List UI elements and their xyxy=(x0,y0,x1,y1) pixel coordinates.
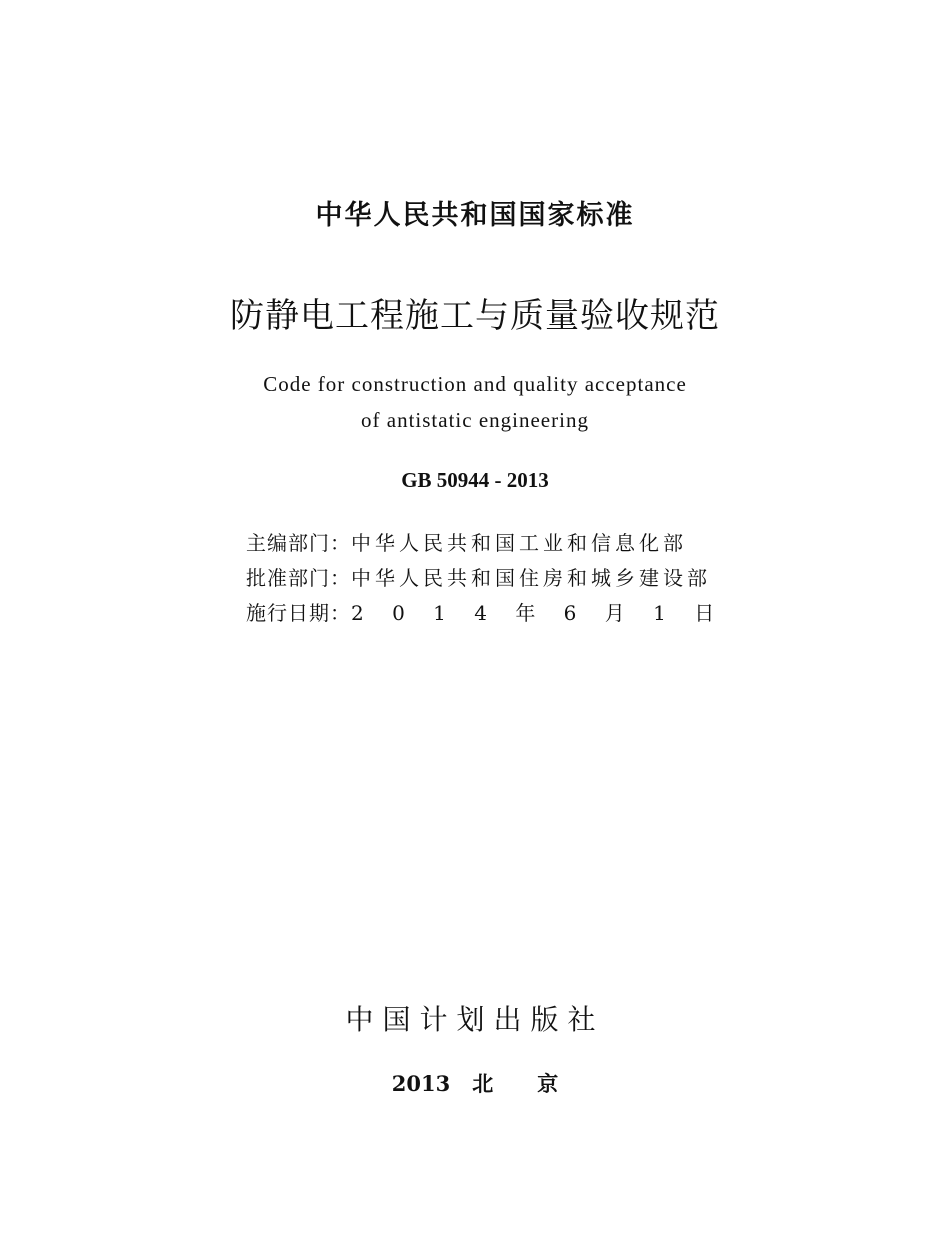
approver-row xyxy=(246,561,716,596)
imprint-line xyxy=(0,1066,950,1102)
editor-label: 主编部门： xyxy=(246,531,351,555)
effective-date-value: 2 0 1 4 年 6 月 1 日 xyxy=(351,601,726,625)
english-title-line-2: of antistatic engineering xyxy=(361,408,589,432)
standard-number: GB 50944 - 2013 xyxy=(401,468,549,492)
imprint-city-char-2: 京 xyxy=(537,1071,559,1096)
publication-info xyxy=(246,526,726,631)
english-title xyxy=(0,366,950,438)
approver-label: 批准部门： xyxy=(246,566,351,590)
imprint-year: 2013 xyxy=(391,1071,451,1096)
imprint-city-char-1: 北 xyxy=(472,1071,494,1096)
editor-row xyxy=(246,526,716,561)
effective-date-row xyxy=(246,596,726,631)
standard-type-heading: 中华人民共和国国家标准 xyxy=(315,200,635,231)
editor-value: 中华人民共和国工业和信息化部 xyxy=(351,531,687,555)
chinese-title: 防静电工程施工与质量验收规范 xyxy=(230,296,720,336)
english-title-line-1: Code for construction and quality acceptance xyxy=(263,372,687,396)
publisher-name: 中国计划出版社 xyxy=(345,1003,605,1036)
effective-date-label: 施行日期： xyxy=(246,601,351,625)
approver-value: 中华人民共和国住房和城乡建设部 xyxy=(351,566,711,590)
